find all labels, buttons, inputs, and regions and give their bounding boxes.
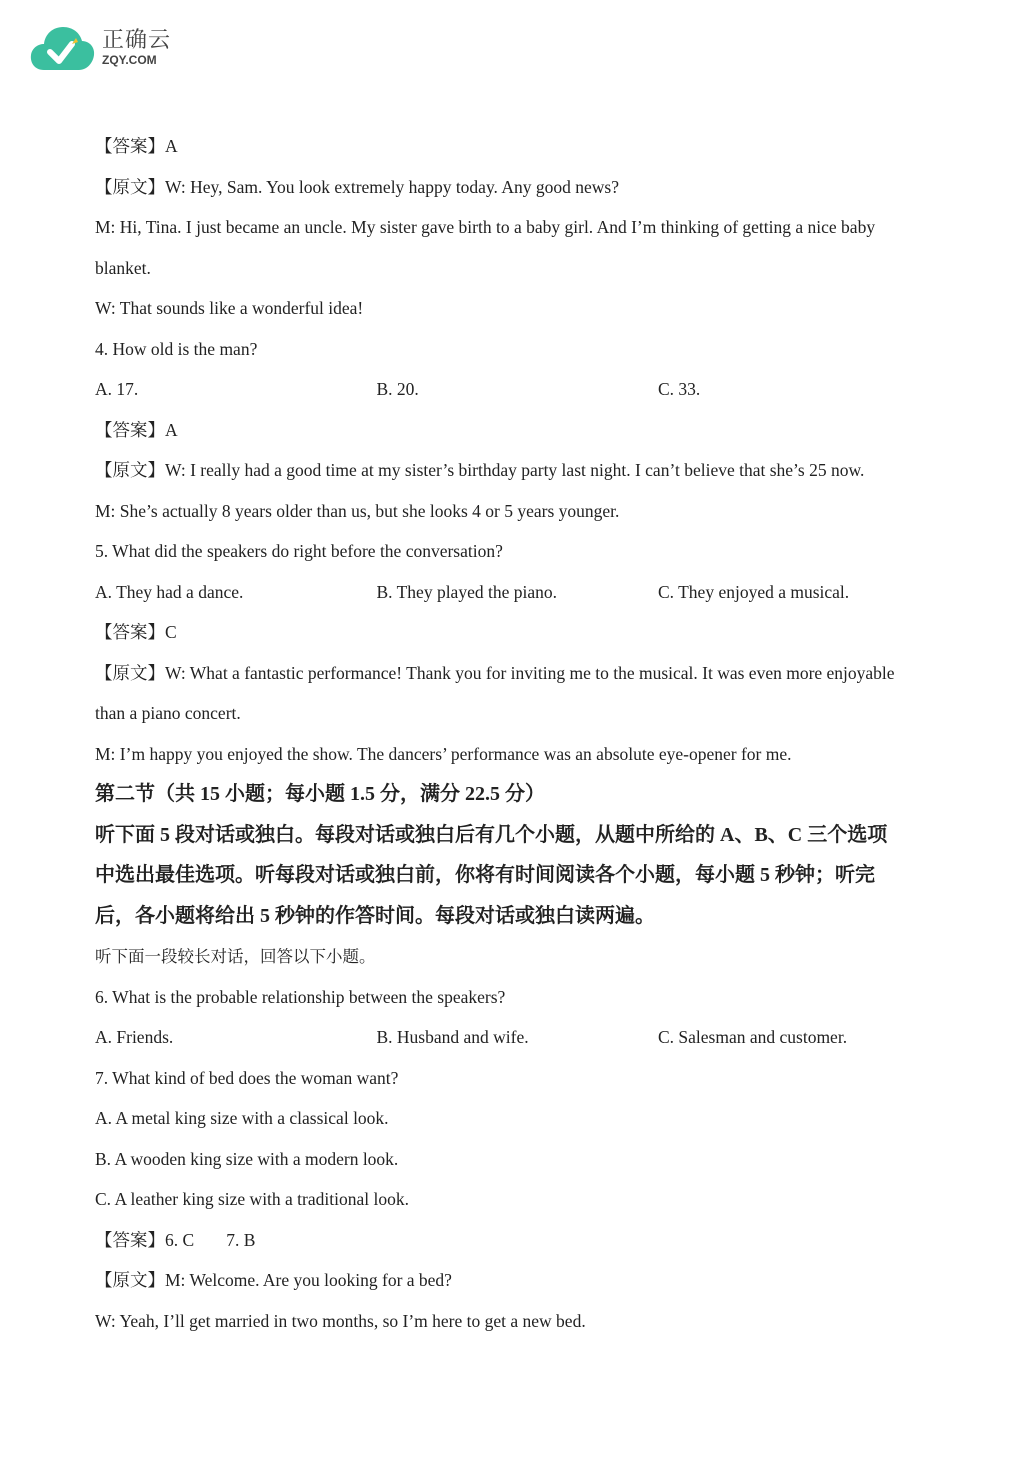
text-line: 【原文】W: I really had a good time at my sister’s birthday party last night. I can’t believe that she’s 25 now. (95, 460, 865, 480)
section-heading: 听下面 5 段对话或独白。每段对话或独白后有几个小题，从题中所给的 A、B、C 三个选项 (95, 823, 888, 846)
answer-item: 7. B (226, 1229, 256, 1250)
options-row (95, 576, 955, 617)
section-heading: 第二节（共 15 小题；每小题 1.5 分，满分 22.5 分） (95, 783, 545, 805)
option-item: A. Friends. (95, 1027, 174, 1047)
section-heading: 中选出最佳选项。听每段对话或独白前，你将有时间阅读各个小题，每小题 5 秒钟；听完 (95, 864, 875, 886)
options-row (95, 1021, 955, 1062)
text-line: W: That sounds like a wonderful idea! (95, 298, 364, 318)
answer-item: 6. C (165, 1229, 195, 1250)
text-line: 4. How old is the man? (95, 338, 258, 359)
text-line: A. A metal king size with a classical look. (95, 1108, 389, 1128)
document-body (95, 130, 955, 1345)
site-logo[interactable] (28, 22, 171, 74)
text-line: 【原文】W: What a fantastic performance! Thank you for inviting me to the musical. It was even more enjoyable (95, 662, 895, 683)
text-line: 6. What is the probable relationship between the speakers? (95, 986, 506, 1007)
logo-name-en: ZQY.COM (102, 53, 157, 67)
option-item: C. 33. (658, 379, 701, 399)
option-item: A. 17. (95, 379, 139, 399)
text-line: B. A wooden king size with a modern look. (95, 1148, 399, 1169)
cloud-check-icon (28, 22, 96, 74)
option-item: C. They enjoyed a musical. (658, 581, 850, 602)
text-line: W: Yeah, I’ll get married in two months, so I’m here to get a new bed. (95, 1310, 586, 1331)
text-line: 【原文】M: Welcome. Are you looking for a bed? (95, 1270, 452, 1290)
option-item: B. They played the piano. (376, 581, 557, 602)
answer-line (95, 1224, 955, 1265)
option-item: A. They had a dance. (95, 581, 244, 602)
text-line: M: She’s actually 8 years older than us, but she looks 4 or 5 years younger. (95, 500, 620, 521)
section-heading: 后，各小题将给出 5 秒钟的作答时间。每段对话或独白读两遍。 (95, 904, 655, 927)
instruction-text: 听下面一段较长对话，回答以下小题。 (95, 947, 376, 966)
logo-name-cn: 正确云 (102, 28, 172, 53)
text-line: 【原文】W: Hey, Sam. You look extremely happy today. Any good news? (95, 176, 619, 197)
text-line: C. A leather king size with a traditional look. (95, 1189, 409, 1209)
answer-label: 【答案】 (95, 1229, 165, 1250)
text-line: 【答案】A (95, 136, 178, 156)
option-item: C. Salesman and customer. (658, 1027, 848, 1047)
text-line: 【答案】C (95, 622, 177, 642)
option-item: B. 20. (376, 379, 419, 399)
text-line: M: I’m happy you enjoyed the show. The dancers’ performance was an absolute eye-opener for me. (95, 743, 792, 764)
options-row (95, 373, 955, 414)
text-line: than a piano concert. (95, 703, 241, 723)
text-line: M: Hi, Tina. I just became an uncle. My sister gave birth to a baby girl. And I’m thinking of getting a nice baby (95, 217, 876, 237)
text-line: 【答案】A (95, 419, 178, 440)
text-line: 7. What kind of bed does the woman want? (95, 1067, 399, 1088)
text-line: blanket. (95, 257, 151, 278)
text-line: 5. What did the speakers do right before the conversation? (95, 541, 503, 561)
option-item: B. Husband and wife. (376, 1027, 529, 1047)
